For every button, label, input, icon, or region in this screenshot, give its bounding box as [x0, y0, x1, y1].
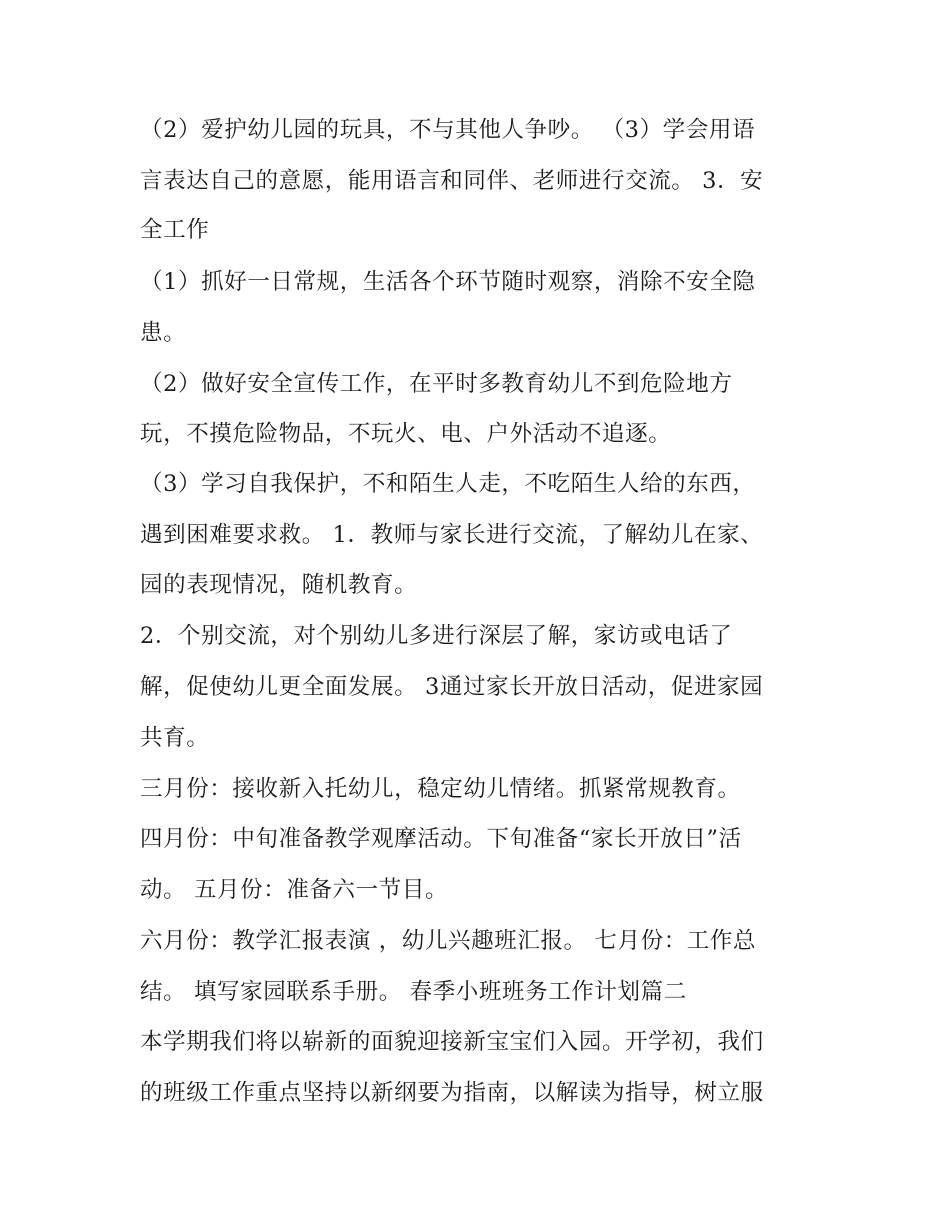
text-line: 结。 填写家园联系手册。 春季小班班务工作计划篇二: [140, 979, 687, 1005]
text-line: 全工作: [140, 217, 210, 243]
text-line: （2）做好安全宣传工作，在平时多教育幼儿不到危险地方: [140, 371, 733, 397]
text-line: 解，促使幼儿更全面发展。 3通过家长开放日活动，促进家园: [140, 674, 764, 700]
text-line: 本学期我们将以崭新的面貌迎接新宝宝们入园。开学初，我们: [140, 1029, 764, 1055]
text-line: 患。: [140, 320, 187, 346]
text-line: 玩，不摸危险物品，不玩火、电、户外活动不追逐。: [140, 421, 672, 447]
text-line: 三月份：接收新入托幼儿，稳定幼儿情绪。抓紧常规教育。: [140, 776, 741, 802]
text-line: 园的表现情况，随机教育。: [140, 572, 418, 598]
text-line: 言表达自己的意愿，能用语言和同伴、老师进行交流。 3．安: [140, 168, 764, 194]
text-line: 动。 五月份：准备六一节目。: [140, 877, 449, 903]
text-line: 共育。: [140, 725, 210, 751]
text-line: （1）抓好一日常规，生活各个环节随时观察，消除不安全隐: [140, 269, 756, 295]
text-line: （2）爱护幼儿园的玩具，不与其他人争吵。 （3）学会用语: [140, 117, 756, 143]
text-line: 六月份：教学汇报表演 ，幼儿兴趣班汇报。 七月份：工作总: [140, 928, 757, 954]
text-line: 遇到困难要求救。 1．教师与家长进行交流，了解幼儿在家、: [140, 522, 764, 548]
text-line: 的班级工作重点坚持以新纲要为指南，以解读为指导，树立服: [140, 1080, 764, 1106]
text-line: 2．个别交流，对个别幼儿多进行深层了解，家访或电话了: [140, 623, 733, 649]
text-line: 四月份：中旬准备教学观摩活动。下旬准备“家长开放日”活: [140, 826, 742, 852]
text-line: （3）学习自我保护，不和陌生人走，不吃陌生人给的东西，: [140, 471, 756, 497]
